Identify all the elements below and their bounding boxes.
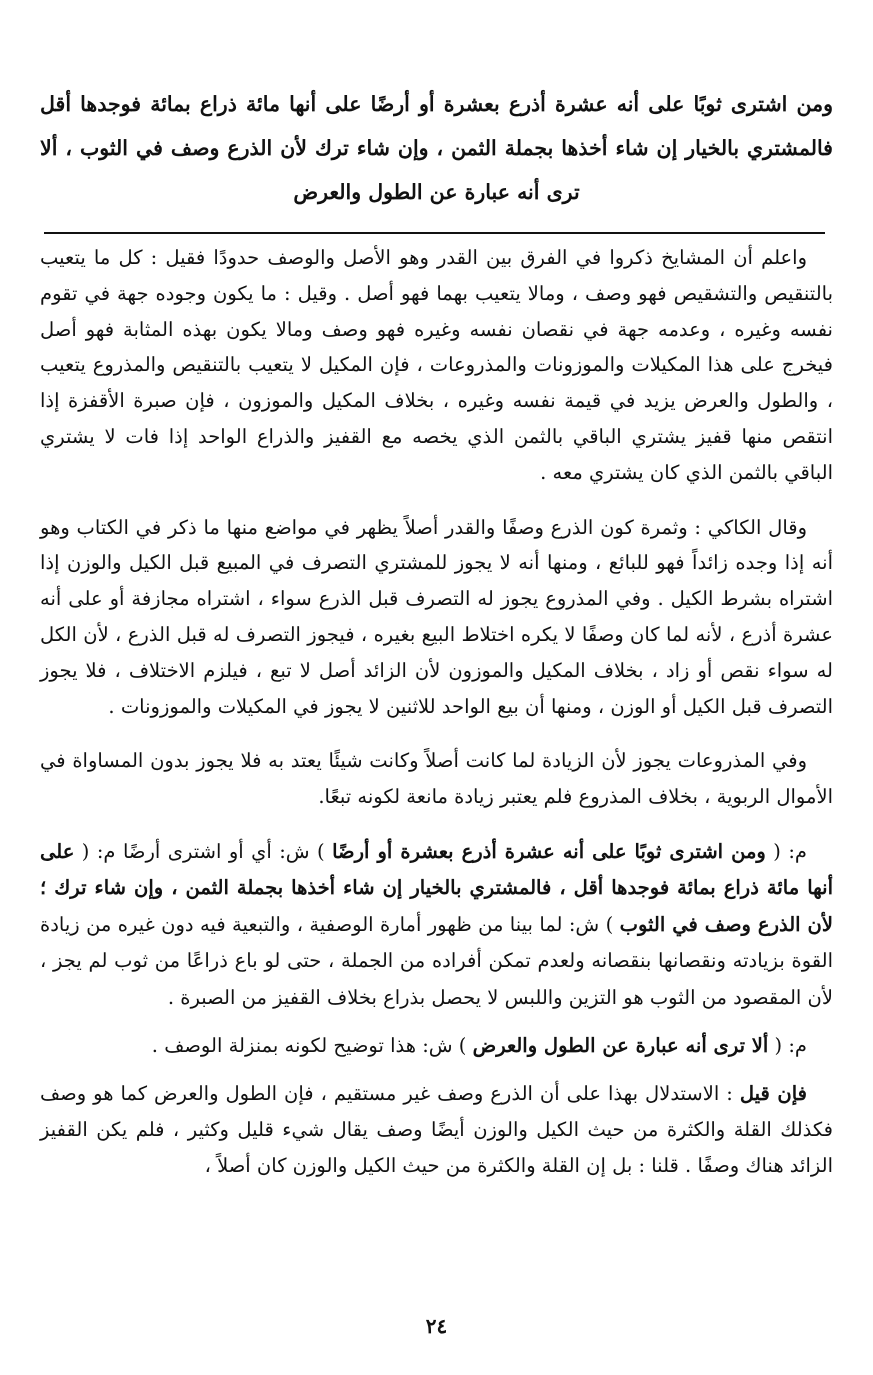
sharh-text: ) ش: أي أو اشترى أرضًا م: (	[74, 839, 333, 863]
paragraph-kaki: وقال الكاكي : وثمرة كون الذرع وصفًا والقدر أصلاً يظهر في مواضع منها ما ذكر في الكتاب وهو أنه إذا وجده زائداً فهو للبائع ، ومنها أنه لا يجوز للمشتري التصرف في المبيع قبل الكيل والوزن إذا اشتراه بشرط الكيل . وفي المذروع يجوز له التصرف قبل الذرع سواء ، اشتراه مجازفة أو على أنه عشرة أذرع ، لأنه لما كان وصفًا لا يكره اختلاط البيع بغيره ، فيجوز التصرف له قبل الذرع ، لأن الكل له سواء نقص أو زاد ، بخلاف المكيل والموزون لأن الزائد أصل لا تبع ، فيلزم الاختلاف ، فلا يجوز التصرف قبل الكيل أو الوزن ، ومنها أن بيع الواحد للاثنين لا يجوز في المكيلات والموزونات .	[40, 515, 833, 718]
marker-text: م: (	[765, 839, 807, 863]
divider-line	[44, 232, 825, 234]
page-number: ٢٤	[425, 1314, 448, 1338]
paragraph-distinction: واعلم أن المشايخ ذكروا في الفرق بين القدر وهو الأصل والوصف حدودًا فقيل : كل ما يتعيب بالتنقيص والتشقيص فهو وصف ، ومالا يتعيب بهما فهو أصل . وقيل : ما يكون وجوده جهة في تقوم نفسه وغيره ، وعدمه جهة في نقصان نفسه وغيره فهو وصف ومالا يكون بهذه المثابة فهو أصل فيخرج على هذا المكيلات والموزونات والمذروعات ، فإن المكيل لا يتعيب بالتنقيص والمذروع يتعيب ، والطول والعرض يزيد في قيمة نفسه وغيره ، بخلاف المكيل والموزون ، فإن صبرة الأقفزة إذا انتقص منها قفيز يشتري الباقي بالثمن الذي يخصه مع القفيز والذراع الواحد إذا فات لا يشتري الباقي بالثمن الذي كان يشتري معه .	[40, 246, 833, 484]
sharh-text: ) ش: لما بينا من ظهور أمارة الوصفية ، والتبعية فيه دون غيره من زيادة القوة بزيادته ونقصانها بنقصانه ولعدم تمكن أفراده من الجملة ، حتى لو باع ذراعًا من ثوب لم يجز ، لأن المقصود من الثوب هو التزين واللبس لا يحصل بذراع بخلاف القفيز من الصبرة .	[40, 912, 833, 1009]
paragraph-madhruat: وفي المذروعات يجوز لأن الزيادة لما كانت أصلاً وكانت شيئًا يعتد به فلا يجوز بدون المساواة في الأموال الربوية ، بخلاف المذروع فلم يعتبر زيادة مانعة لكونه تبعًا.	[40, 749, 833, 809]
commentary-body	[40, 240, 833, 1184]
sharh-text: ) ش: هذا توضيح لكونه بمنزلة الوصف .	[151, 1034, 473, 1058]
paragraph-matn-sharh-1	[40, 834, 833, 1017]
matn-quote: على أنها مائة ذراع بمائة فوجدها أقل ، فالمشتري بالخيار إن شاء أخذها بجملة الثمن ، وإن شاء ترك ؛ لأن الذرع وصف في الثوب	[40, 839, 833, 936]
matn-quote: ألا ترى أنه عبارة عن الطول والعرض	[472, 1034, 769, 1058]
objection-label: فإن قيل	[739, 1082, 807, 1106]
sharh-text: : الاستدلال بهذا على أن الذرع وصف غير مستقيم ، فإن الطول والعرض كما هو وصف فكذلك القلة والكثرة من حيث الكيل والوزن أيضًا وصف يقال شيء قليل وكثير ، فلم يكن القفيز الزائد هناك وصفًا . قلنا : بل إن القلة والكثرة من حيث الكيل والوزن كان أصلاً ،	[40, 1082, 833, 1177]
paragraph-objection	[40, 1076, 833, 1183]
paragraph-matn-sharh-2	[40, 1028, 833, 1064]
marker-text: م: (	[768, 1034, 807, 1058]
matn-quote: ومن اشترى ثوبًا على أنه عشرة أذرع بعشرة أو أرضًا	[332, 839, 766, 863]
matn-heading: ومن اشترى ثوبًا على أنه عشرة أذرع بعشرة أو أرضًا على أنها مائة ذراع بمائة فوجدها أقل فالمشتري بالخيار إن شاء أخذها بجملة الثمن ، وإن شاء ترك لأن الذرع وصف في الثوب ، ألا ترى أنه عبارة عن الطول والعرض	[40, 92, 833, 204]
